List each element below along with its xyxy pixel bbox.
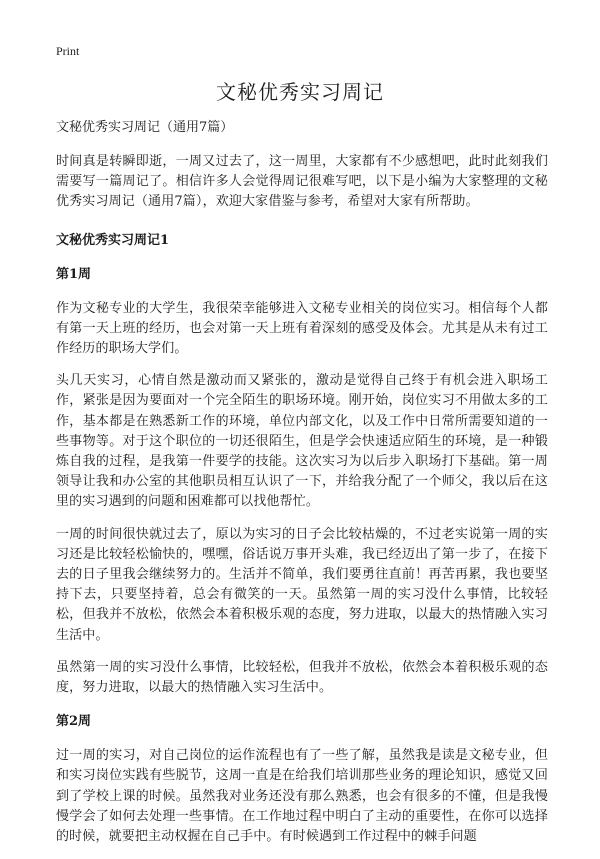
print-link[interactable]: Print bbox=[56, 44, 80, 58]
intro-paragraph: 时间真是转瞬即逝，一周又过去了，这一周里，大家都有不少感想吧，此时此刻我们需要写一篇周记了。相信许多人会觉得周记很难写吧，以下是小编为大家整理的文秘优秀实习周记（通用7篇），欢迎大家借鉴与参考，希望对大家有所帮助。 bbox=[56, 154, 548, 210]
week-1-paragraph: 虽然第一周的实习没什么事情，比较轻松，但我并不放松，依然会本着积极乐观的态度，努力进取，以最大的热情融入实习生活中。 bbox=[56, 659, 548, 696]
week-1-heading: 第1周 bbox=[56, 266, 92, 282]
article-body bbox=[56, 118, 548, 859]
article-subtitle: 文秘优秀实习周记（通用7篇） bbox=[56, 120, 234, 135]
section-heading: 文秘优秀实习周记1 bbox=[56, 232, 170, 248]
page-title: 文秘优秀实习周记 bbox=[216, 80, 384, 104]
week-1-paragraph: 一周的时间很快就过去了，原以为实习的日子会比较枯燥的，不过老实说第一周的实习还是比较轻松愉快的，嘿嘿，俗话说万事开头难，我已经迈出了第一步了，在接下去的日子里我会继续努力的。生活并不简单，我们要勇往直前！再苦再累，我也要坚持下去，只要坚持着，总会有微笑的一天。虽然第一周的实习没什么事情，比较轻松，但我并不放松，依然会本着积极乐观的态度，努力进取，以最大的热情融入实习生活中。 bbox=[56, 526, 548, 643]
week-1-paragraph: 作为文秘专业的大学生，我很荣幸能够进入文秘专业相关的岗位实习。相信每个人都有第一天上班的经历，也会对第一天上班有着深刻的感受及体会。尤其是从未有过工作经历的职场大学们。 bbox=[56, 300, 548, 357]
week-1-paragraph: 头几天实习，心情自然是激动而又紧张的，激动是觉得自己终于有机会进入职场工作，紧张是因为要面对一个完全陌生的职场环境。刚开始，岗位实习不用做太多的工作，基本都是在熟悉新工作的环境，单位内部文化，以及工作中日常所需要知道的一些事物等。对于这个职位的一切还很陌生，但是学会快速适应陌生的环境，是一种锻炼自我的过程，是我第一件要学的技能。这次实习为以后步入职场打下基础。第一周领导让我和办公室的其他职员相互认识了一下，并给我分配了一个师父，我以后在这里的实习遇到的问题和困难都可以找他帮忙。 bbox=[56, 373, 548, 510]
week-2-heading: 第2周 bbox=[56, 714, 92, 730]
week-2-paragraph: 过一周的实习，对自己岗位的运作流程也有了一些了解，虽然我是读是文秘专业，但和实习岗位实践有些脱节，这周一直是在给我们培训那些业务的理论知识，感觉又回到了学校上课的时候。虽然我对业务还没有那么熟悉，也会有很多的不懂，但是我慢慢学会了如何去处理一些事情。在工作地过程中明白了主动的重要性，在你可以选择的时候，就要把主动权握在自己手中。有时候遇到工作过程中的棘手问题 bbox=[56, 748, 548, 845]
